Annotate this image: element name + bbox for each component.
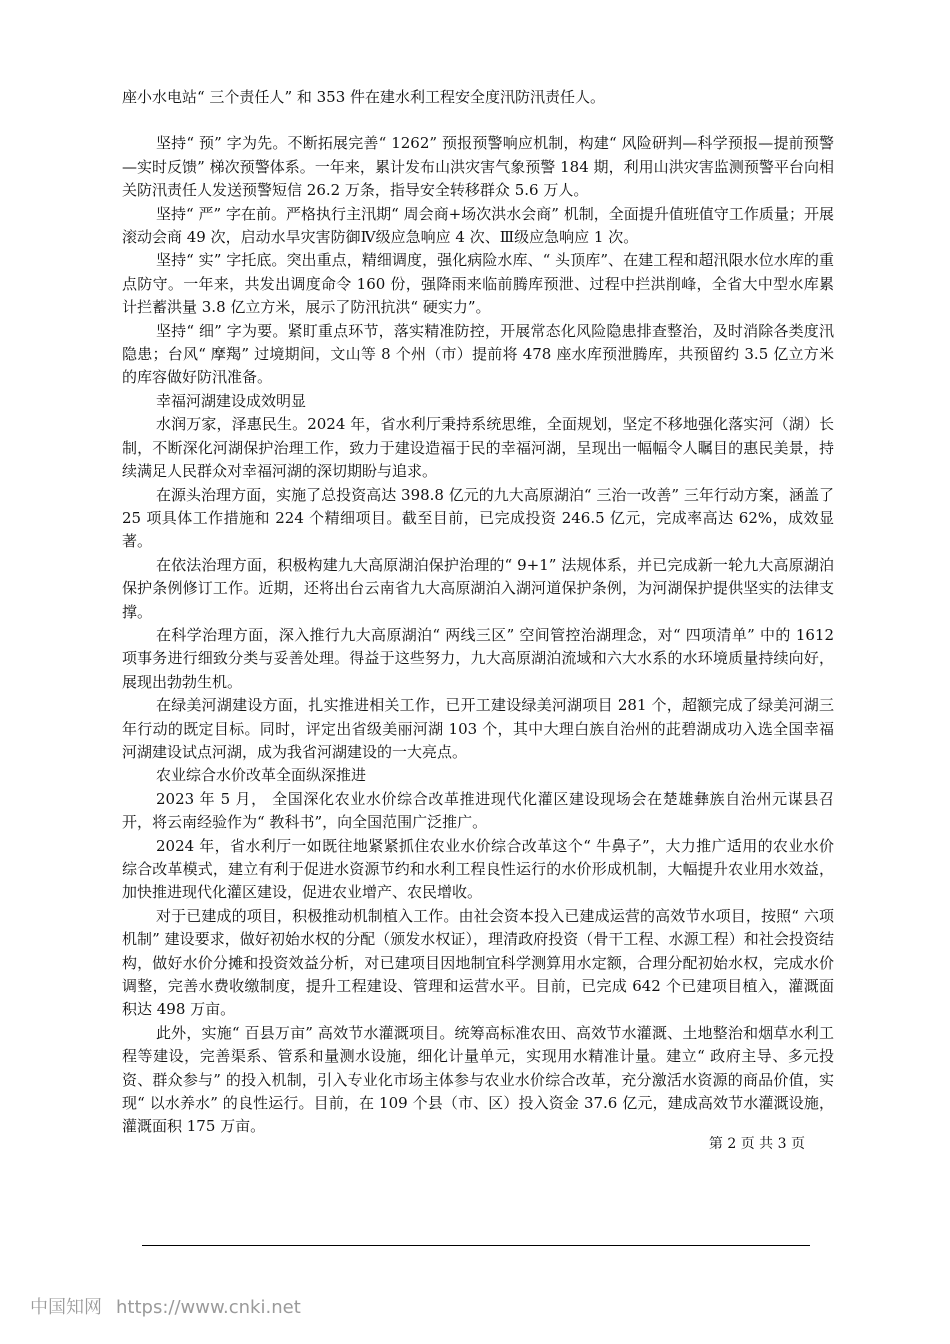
paragraph: 对于已建成的项目，积极推动机制植入工作。由社会资本投入已建成运营的高效节水项目，按照“ 六项机制” 建设要求，做好初始水权的分配（颁发水权证），理清政府投资（骨干工程、水源工程）和社会投资结构，做好水价分摊和投资效益分析，对已建项目因地制宜科学测算用水定额，合理分配初始水权，完成水价调整，完善水费收缴制度，提升工程建设、管理和运营水平。目前，已完成 642 个已建项目植入，灌溉面积达 498 万亩。 (122, 906, 834, 1019)
paragraph: 2023 年 5 月， 全国深化农业水价综合改革推进现代化灌区建设现场会在楚雄彝族自治州元谋县召开，将云南经验作为“ 教科书”，向全国范围广泛推广。 (122, 789, 834, 832)
paragraph: 座小水电站“ 三个责任人” 和 353 件在建水利工程安全度汛防汛责任人。 (122, 88, 606, 106)
section-heading: 幸福河湖建设成效明显 (156, 391, 307, 410)
paragraph: 在绿美河湖建设方面，扎实推进相关工作，已开工建设绿美河湖项目 281 个，超额完成了绿美河湖三年行动的既定目标。同时，评定出省级美丽河湖 103 个，其中大理白族自治州的茈碧湖成功入选全国幸福河湖建设试点河湖，成为我省河湖建设的一大亮点。 (122, 696, 834, 761)
paragraph: 水润万家，泽惠民生。2024 年，省水利厅秉持系统思维，全面规划，坚定不移地强化落实河（湖）长制，不断深化河湖保护治理工作，致力于建设造福于民的幸福河湖，呈现出一幅幅令人瞩目的惠民美景，持续满足人民群众对幸福河湖的深切期盼与追求。 (122, 415, 834, 481)
document-body (122, 86, 834, 1139)
paragraph: 在依法治理方面，积极构建九大高原湖泊保护治理的“ 9+1” 法规体系，并已完成新一轮九大高原湖泊保护条例修订工作。近期，还将出台云南省九大高原湖泊入湖河道保护条例，为河湖保护提供坚实的法律支撑。 (122, 555, 834, 621)
paragraph: 坚持“ 严” 字在前。严格执行主汛期“ 周会商+场次洪水会商” 机制，全面提升值班值守工作质量；开展滚动会商 49 次，启动水旱灾害防御Ⅳ级应急响应 4 次、Ⅲ级应急响应 1 次。 (122, 204, 834, 247)
paragraph: 坚持“ 细” 字为要。紧盯重点环节，落实精准防控，开展常态化风险隐患排查整治，及时消除各类度汛隐患；台风“ 摩羯” 过境期间，文山等 8 个州（市）提前将 478 座水库预泄腾库，共预留约 3.5 亿立方米的库容做好防汛准备。 (122, 321, 834, 387)
paragraph: 2024 年，省水利厅一如既往地紧紧抓住农业水价综合改革这个“ 牛鼻子”，大力推广适用的农业水价综合改革模式，建立有利于促进水资源节约和水利工程良性运行的水价形成机制，大幅提升农业用水效益，加快推进现代化灌区建设，促进农业增产、农民增收。 (122, 836, 834, 902)
cnki-watermark (30, 1293, 301, 1319)
paragraph: 在科学治理方面，深入推行九大高原湖泊“ 两线三区” 空间管控治湖理念，对“ 四项清单” 中的 1612 项事务进行细致分类与妥善处理。得益于这些努力，九大高原湖泊流域和六大水系的水环境质量持续向好，展现出勃勃生机。 (122, 625, 834, 691)
footer-divider (142, 1245, 810, 1246)
paragraph: 此外，实施“ 百县万亩” 高效节水灌溉项目。统筹高标准农田、高效节水灌溉、土地整治和烟草水利工程等建设，完善渠系、管系和量测水设施，细化计量单元，实现用水精准计量。建立“ 政府主导、多元投资、群众参与” 的投入机制，引入专业化市场主体参与农业水价综合改革，充分激活水资源的商品价值，实现“ 以水养水” 的良性运行。目前，在 109 个县（市、区）投入资金 37.6 亿元，建成高效节水灌溉设施，灌溉面积 175 万亩。 (122, 1023, 834, 1136)
paragraph: 在源头治理方面，实施了总投资高达 398.8 亿元的九大高原湖泊“ 三治一改善” 三年行动方案，涵盖了 25 项具体工作措施和 224 个精细项目。截至目前，已完成投资 246.5 亿元，完成率高达 62%，成效显著。 (122, 485, 834, 551)
paragraph: 坚持“ 预” 字为先。不断拓展完善“ 1262” 预报预警响应机制，构建“ 风险研判—科学预报—提前预警—实时反馈” 梯次预警体系。一年来，累计发布山洪灾害气象预警 184 期，利用山洪灾害监测预警平台向相关防汛责任人发送预警短信 26.2 万条，指导安全转移群众 5.6 万人。 (122, 134, 834, 200)
watermark-brand: 中国知网 (30, 1297, 102, 1318)
watermark-url: https://www.cnki.net (116, 1297, 301, 1318)
page-number: 第 2 页 共 3 页 (708, 1136, 805, 1152)
section-heading: 农业综合水价改革全面纵深推进 (156, 766, 367, 785)
paragraph: 坚持“ 实” 字托底。突出重点，精细调度，强化病险水库、“ 头顶库”、在建工程和超汛限水位水库的重点防守。一年来，共发出调度命令 160 份，强降雨来临前腾库预泄、过程中拦洪削峰，全省大中型水库累计拦蓄洪量 3.8 亿立方米，展示了防汛抗洪“ 硬实力”。 (122, 251, 834, 317)
